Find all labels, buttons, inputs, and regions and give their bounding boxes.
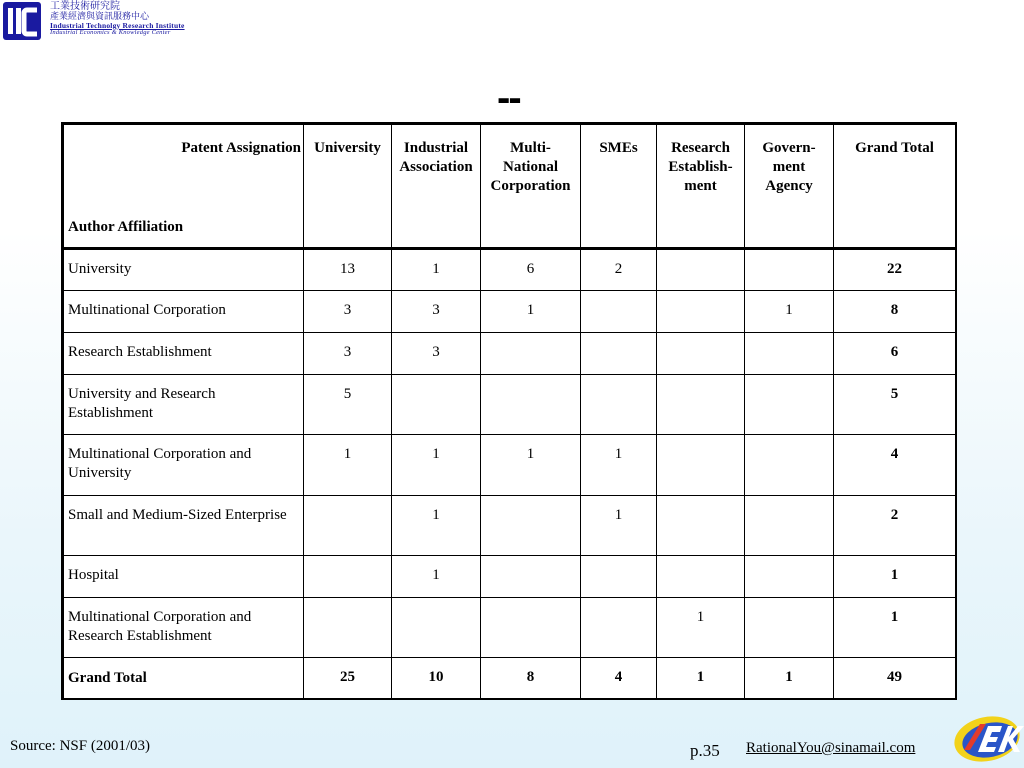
slide-title: -- <box>497 76 520 120</box>
column-header: Research Establish- ment <box>657 125 745 249</box>
row-label: Small and Medium-Sized Enterprise <box>64 496 304 556</box>
table-cell <box>481 598 581 658</box>
row-label: Multinational Corporation and University <box>64 435 304 496</box>
org-name-zh: 工業技術研究院 <box>50 1 120 12</box>
column-header: Govern- ment Agency <box>745 125 834 249</box>
table-cell: 1 <box>657 598 745 658</box>
row-label: Research Establishment <box>64 333 304 375</box>
column-header: SMEs <box>581 125 657 249</box>
table-cell <box>581 598 657 658</box>
table-cell <box>304 496 392 556</box>
grand-total-row <box>64 658 956 700</box>
org-center-en: Industrial Economics & Knowledge Center <box>50 28 171 36</box>
table-body <box>64 249 956 700</box>
table-cell: 1 <box>581 496 657 556</box>
row-total-cell: 8 <box>834 291 956 333</box>
table-cell: 3 <box>304 333 392 375</box>
row-label: Hospital <box>64 556 304 598</box>
table-cell <box>745 249 834 291</box>
table-cell <box>581 556 657 598</box>
table-cell: 1 <box>657 658 745 700</box>
row-total-cell: 6 <box>834 333 956 375</box>
row-total-cell: 22 <box>834 249 956 291</box>
table-cell: 1 <box>392 496 481 556</box>
table-cell <box>745 556 834 598</box>
column-header: University <box>304 125 392 249</box>
table-row <box>64 375 956 435</box>
table-cell: 1 <box>745 291 834 333</box>
table-cell <box>657 435 745 496</box>
grand-total-label: Grand Total <box>64 658 304 700</box>
itri-logo-icon <box>3 2 41 40</box>
row-total-cell: 5 <box>834 375 956 435</box>
table-cell <box>745 375 834 435</box>
table-header-row <box>64 125 956 249</box>
table-cell: 1 <box>392 249 481 291</box>
table-cell <box>745 333 834 375</box>
row-total-cell: 4 <box>834 435 956 496</box>
table-cell: 3 <box>392 333 481 375</box>
table-cell <box>581 333 657 375</box>
table-cell: 1 <box>745 658 834 700</box>
table-cell: 1 <box>481 435 581 496</box>
table-cell <box>657 556 745 598</box>
table-cell <box>657 291 745 333</box>
row-label: Multinational Corporation and Research Establishment <box>64 598 304 658</box>
table-cell: 3 <box>392 291 481 333</box>
table-cell <box>481 333 581 375</box>
email-link[interactable]: RationalYou@sinamail.com <box>746 740 916 756</box>
table-cell <box>481 496 581 556</box>
source-note: Source: NSF (2001/03) <box>10 738 150 754</box>
table-row <box>64 556 956 598</box>
organization-name <box>50 2 185 37</box>
table-cell <box>745 496 834 556</box>
table-cell <box>657 496 745 556</box>
row-total-cell: 2 <box>834 496 956 556</box>
table-row <box>64 249 956 291</box>
table-cell: 1 <box>581 435 657 496</box>
table-cell: 4 <box>581 658 657 700</box>
row-total-cell: 49 <box>834 658 956 700</box>
row-label: University <box>64 249 304 291</box>
table-cell: 10 <box>392 658 481 700</box>
table-cell: 3 <box>304 291 392 333</box>
table-cell: 8 <box>481 658 581 700</box>
table-cell: 1 <box>481 291 581 333</box>
table-row <box>64 333 956 375</box>
table-cell: 1 <box>392 556 481 598</box>
table-cell <box>581 291 657 333</box>
table-cell <box>304 556 392 598</box>
table-cell <box>581 375 657 435</box>
author-affiliation-label: Author Affiliation <box>68 219 184 235</box>
table-row <box>64 435 956 496</box>
table-cell <box>657 375 745 435</box>
table-row <box>64 496 956 556</box>
table-cell: 1 <box>304 435 392 496</box>
table-cell <box>392 598 481 658</box>
row-label: University and Research Establishment <box>64 375 304 435</box>
patent-table <box>61 122 957 700</box>
patent-assignation-label: Patent Assignation <box>181 140 301 156</box>
table-cell <box>745 435 834 496</box>
table-cell: 25 <box>304 658 392 700</box>
table-cell <box>657 333 745 375</box>
table-cell <box>392 375 481 435</box>
corner-header-cell <box>64 125 304 249</box>
column-header: Grand Total <box>834 125 956 249</box>
table-cell: 2 <box>581 249 657 291</box>
table-cell <box>745 598 834 658</box>
row-total-cell: 1 <box>834 598 956 658</box>
table-row <box>64 291 956 333</box>
table-cell <box>481 375 581 435</box>
row-label: Multinational Corporation <box>64 291 304 333</box>
table-row <box>64 598 956 658</box>
table-cell <box>657 249 745 291</box>
org-name-en: Industrial Technolgy Research Institute <box>50 20 185 30</box>
column-header: Industrial Association <box>392 125 481 249</box>
table-cell: 13 <box>304 249 392 291</box>
table-cell <box>481 556 581 598</box>
table-cell: 5 <box>304 375 392 435</box>
org-center-zh: 產業經濟與資訊服務中心 <box>50 11 150 22</box>
iek-logo-icon <box>950 710 1024 768</box>
table-cell: 6 <box>481 249 581 291</box>
row-total-cell: 1 <box>834 556 956 598</box>
table-cell: 1 <box>392 435 481 496</box>
column-header: Multi- National Corporation <box>481 125 581 249</box>
page-number: p.35 <box>690 741 720 760</box>
table-cell <box>304 598 392 658</box>
